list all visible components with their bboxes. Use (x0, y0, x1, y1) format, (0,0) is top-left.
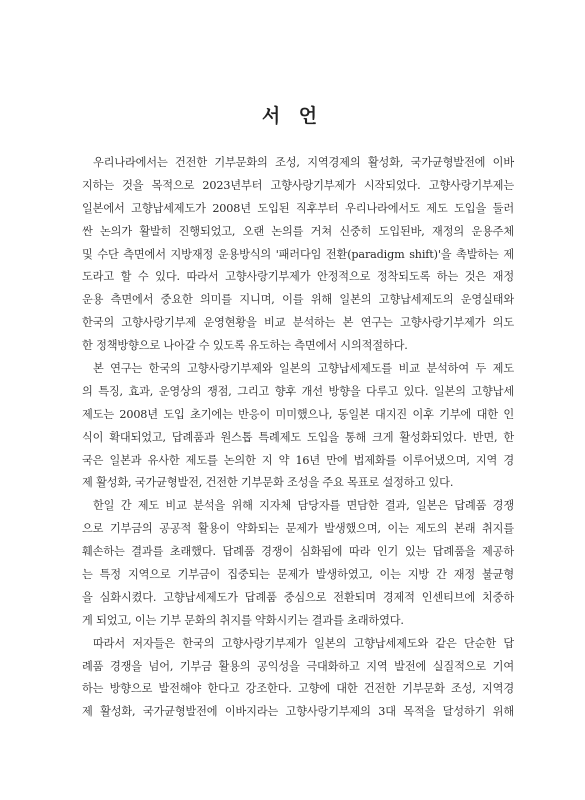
paragraph-4-line: 제 활성화, 국가균형발전에 이바지라는 고향사랑기부제의 3대 목적을 달성하기 위해 (82, 705, 514, 719)
paragraph-2-line: 의 특징, 효과, 운영상의 쟁점, 그리고 향후 개선 방향을 다루고 있다. 일본의 고향납세 (82, 384, 514, 398)
preface-body (82, 152, 514, 724)
paragraph-1-line: 한국의 고향사랑기부제 운영현황을 비교 분석하는 본 연구는 고향사랑기부제가 의도 (82, 316, 514, 330)
paragraph-2-line: 제 활성화, 국가균형발전, 건전한 기부문화 조성을 주요 목표로 설정하고 있다. (82, 476, 454, 490)
paragraph-2-line: 식이 확대되었고, 답례품과 원스톱 특례제도 도입을 통해 크게 활성화되었다. 반면, 한 (82, 430, 514, 444)
paragraph-1-line: 우리나라에서는 건전한 기부문화의 조성, 지역경제의 활성화, 국가균형발전에 이바 (93, 156, 514, 169)
paragraph-1-line: 한 정책방향으로 나아갈 수 있도록 유도하는 측면에서 시의적절하다. (82, 339, 408, 353)
paragraph-3-line: 한일 간 제도 비교 분석을 위해 지자체 담당자를 면담한 결과, 일본은 답례품 경쟁 (93, 499, 514, 513)
paragraph-1-line: 도라고 할 수 있다. 따라서 고향사랑기부제가 안정적으로 정착되도록 하는 것은 재정 (82, 270, 514, 284)
paragraph-2-line: 본 연구는 한국의 고향사랑기부제와 일본의 고향납세제도를 비교 분석하여 두 제도 (93, 362, 514, 376)
paragraph-3-line: 으로 기부금의 공공적 활용이 약화되는 문제가 발생했으며, 이는 제도의 본래 취지를 (82, 522, 514, 536)
paragraph-3-line: 훼손하는 결과를 초래했다. 답례품 경쟁이 심화됨에 따라 인기 있는 답례품을 제공하 (82, 545, 514, 559)
paragraph-2-line: 제도는 2008년 도입 초기에는 반응이 미미했으나, 동일본 대지진 이후 기부에 대한 인 (82, 407, 514, 421)
paragraph-1-line: 및 수단 측면에서 지방재정 운용방식의 '패러다임 전환(paradigm shift)'을 촉발하는 제 (82, 247, 514, 261)
paragraph-3-line: 게 되었고, 이는 기부 문화의 취지를 약화시키는 결과를 초래하였다. (82, 613, 404, 627)
paragraph-1-line: 싼 논의가 활발히 진행되었고, 오랜 논의를 거쳐 신중히 도입된바, 재정의 운용주체 (82, 224, 514, 238)
page-title: 서 언 (261, 105, 324, 127)
paragraph-1-line: 일본에서 고향납세제도가 2008년 도입된 직후부터 우리나라에서도 제도 도입을 둘러 (82, 201, 514, 215)
paragraph-4-line: 따라서 저자들은 한국의 고향사랑기부제가 일본의 고향납세제도와 같은 단순한 답 (93, 636, 514, 650)
paragraph-3-line: 을 심화시켰다. 고향납세제도가 답례품 중심으로 전환되며 경제적 인센티브에 치중하 (82, 590, 514, 604)
paragraph-1-line: 지하는 것을 목적으로 2023년부터 고향사랑기부제가 시작되었다. 고향사랑기부제는 (82, 178, 514, 192)
paragraph-3-line: 는 특정 지역으로 기부금이 집중되는 문제가 발생하였고, 이는 지방 간 재정 불균형 (82, 568, 514, 582)
paragraph-4-line: 하는 방향으로 발전해야 한다고 강조한다. 고향에 대한 건전한 기부문화 조성, 지역경 (82, 682, 514, 696)
paragraph-1-line: 운용 측면에서 중요한 의미를 지니며, 이를 위해 일본의 고향납세제도의 운영실태와 (82, 293, 514, 307)
paragraph-2-line: 국은 일본과 유사한 제도를 논의한 지 약 16년 만에 법제화를 이루어냈으며, 지역 경 (82, 453, 514, 467)
paragraph-4-line: 례품 경쟁을 넘어, 기부금 활용의 공익성을 극대화하고 지역 발전에 실질적으로 기여 (82, 659, 514, 673)
